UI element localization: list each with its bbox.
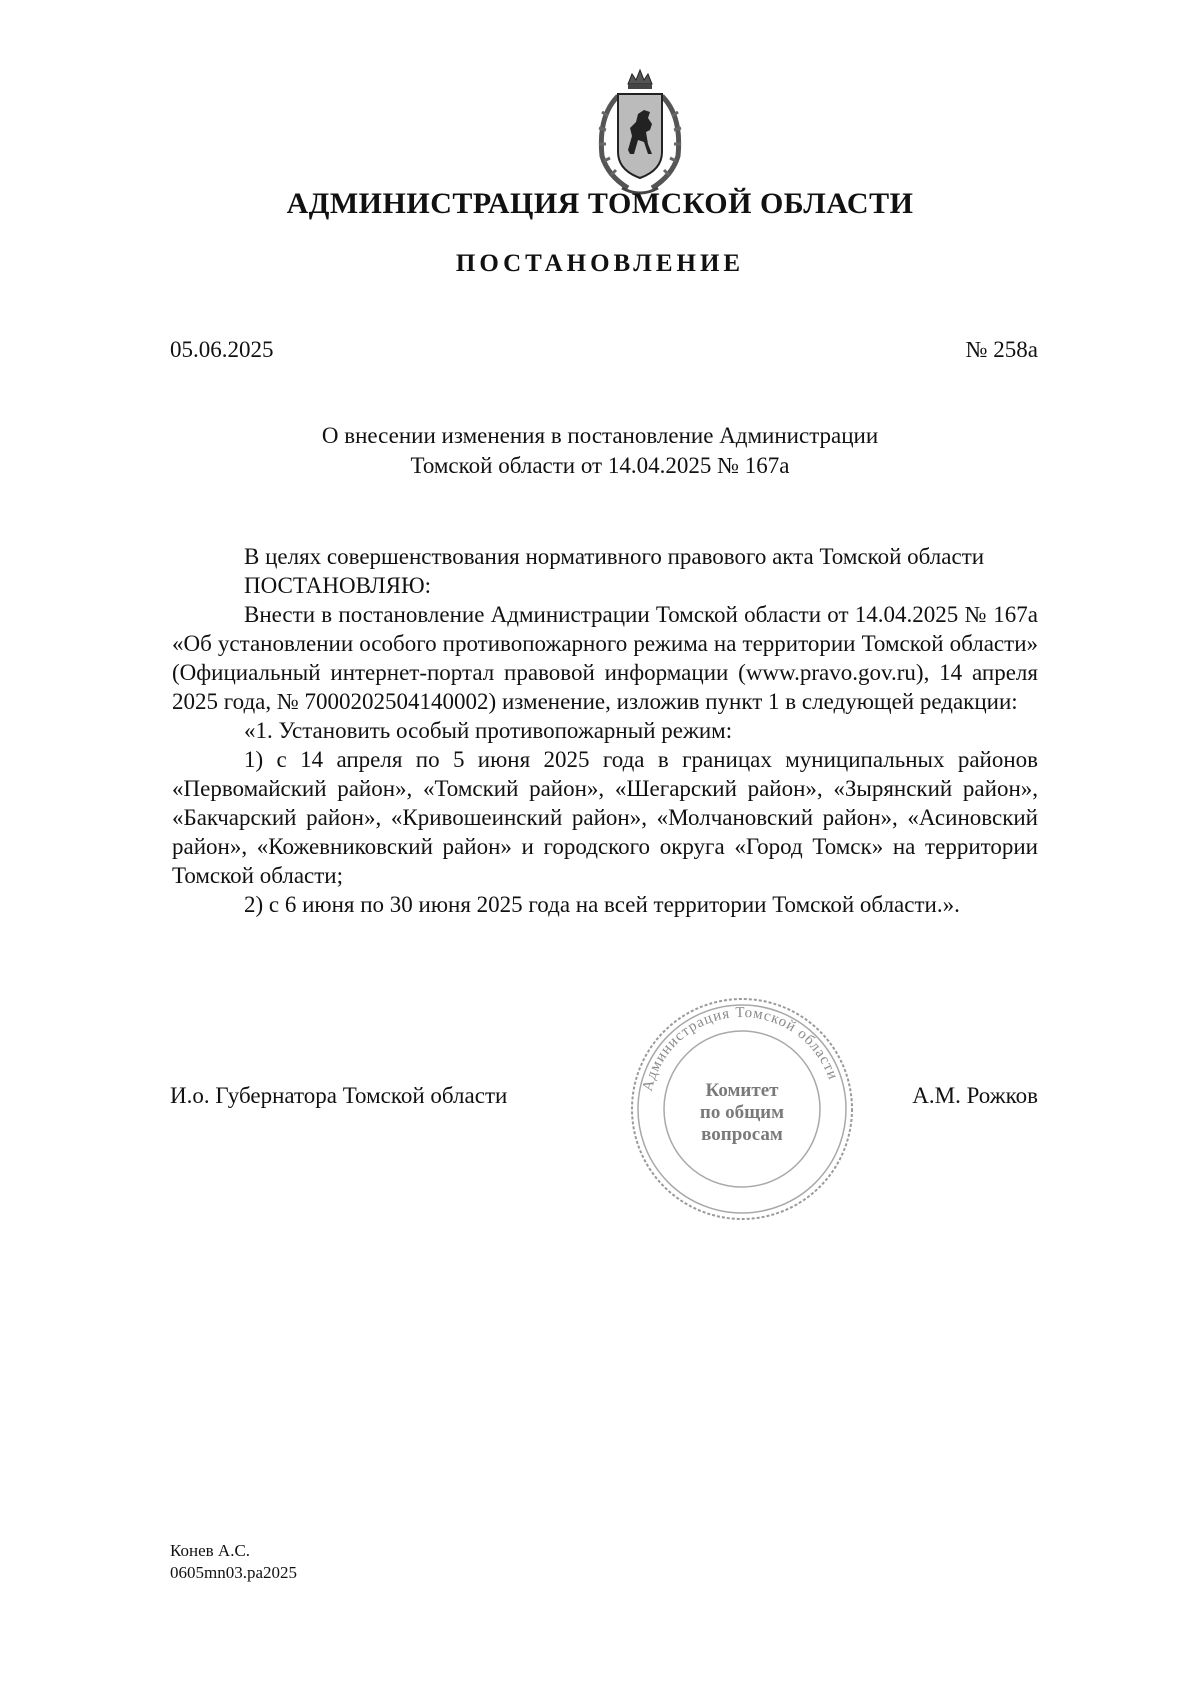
file-code: 0605mn03.pa2025: [170, 1563, 298, 1582]
stamp-center-line: Комитет: [705, 1080, 779, 1101]
stamp-ring-text: Администрация Томской области: [639, 1004, 841, 1093]
body-paragraph: В целях совершенствования нормативного правового акта Томской области: [244, 544, 985, 569]
signatory-name: А.М. Рожков: [912, 1083, 1038, 1108]
body-paragraph-resolution: ПОСТАНОВЛЯЮ:: [244, 573, 432, 598]
body-paragraph: 1) с 14 апреля по 5 июня 2025 года в границах муниципальных районов «Первомайский район», «Томский район», «Шегарский район», «Зырянский район», «Бакчарский район», «Кривошеинский район», «Молчановский район», «Асиновский район», «Кожевниковский район» и городского округа «Город Томск» на территории Томской области;: [172, 747, 1038, 888]
body-paragraph: Внести в постановление Администрации Томской области от 14.04.2025 № 167а «Об установлении особого противопожарного режима на территории Томской области» (Официальный интернет-портал правовой информации (www.pravo.gov.ru), 14 апреля 2025 года, № 7000202504140002) изменение, изложив пункт 1 в следующей редакции:: [172, 602, 1038, 714]
stamp-center-line: вопросам: [701, 1124, 783, 1145]
signatory-position: И.о. Губернатора Томской области: [170, 1083, 508, 1108]
tomsk-region-coat-of-arms-icon: [588, 66, 692, 200]
official-stamp: [627, 994, 857, 1224]
subject-line: Томской области от 14.04.2025 № 167а: [410, 453, 790, 478]
author-name: Конев А.С.: [170, 1541, 251, 1560]
organization-title: АДМИНИСТРАЦИЯ ТОМСКОЙ ОБЛАСТИ: [286, 187, 914, 220]
document-footer: [170, 1540, 297, 1584]
document-subject: [300, 421, 900, 481]
subject-line: О внесении изменения в постановление Администрации: [321, 423, 879, 448]
document-number: № 258а: [965, 337, 1038, 362]
document-type-title: ПОСТАНОВЛЕНИЕ: [455, 250, 745, 277]
stamp-center-line: по общим: [699, 1102, 785, 1123]
body-paragraph: 2) с 6 июня по 30 июня 2025 года на всей территории Томской области.».: [244, 892, 960, 917]
document-date: 05.06.2025: [170, 337, 274, 362]
document-body: [172, 542, 1038, 919]
body-paragraph: «1. Установить особый противопожарный режим:: [244, 718, 733, 743]
